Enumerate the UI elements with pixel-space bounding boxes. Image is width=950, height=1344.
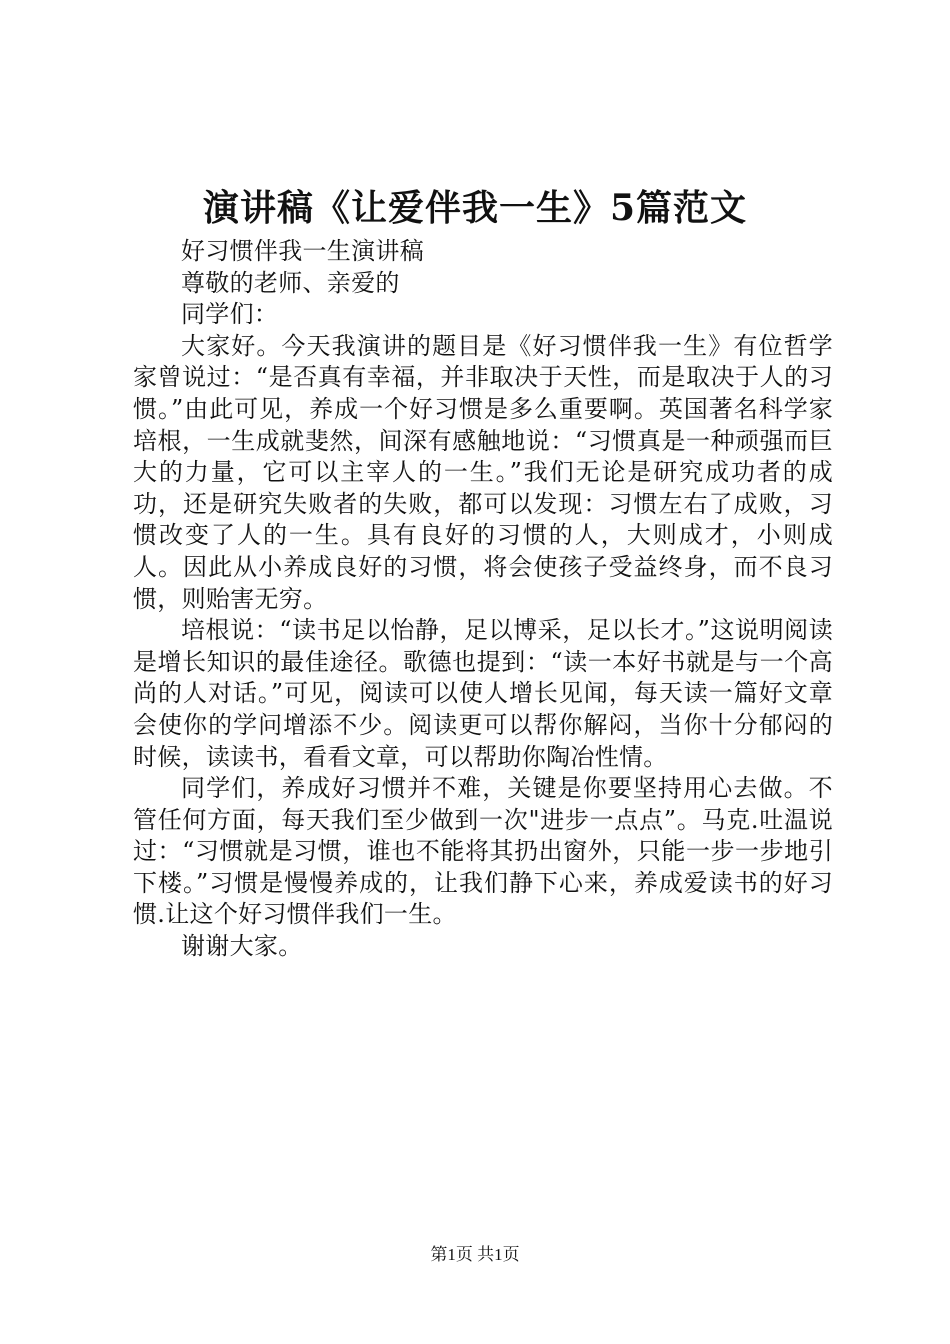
paragraph-reading: 培根说：“读书足以怡静，足以博采，足以长才。”这说明阅读是增长知识的最佳途径。歌德也提到：“读一本好书就是与一个高尚的人对话。”可见，阅读可以使人增长见闻，每天读一篇好文章会使你的学问增添不少。阅读更可以帮你解闷，当你十分郁闷的时候，读读书，看看文章，可以帮助你陶冶性情。 — [133, 616, 833, 771]
paragraph-addressee: 同学们： — [181, 300, 279, 329]
document-body — [133, 236, 833, 963]
paragraph-thanks: 谢谢大家。 — [181, 932, 303, 961]
document-title: 演讲稿《让爱伴我一生》5篇范文 — [202, 187, 748, 229]
paragraph-intro: 大家好。今天我演讲的题目是《好习惯伴我一生》有位哲学家曾说过：“是否真有幸福，并非取决于天性，而是取决于人的习惯。”由此可见，养成一个好习惯是多么重要啊。英国著名科学家培根，一生成就斐然，间深有感触地说：“习惯真是一种顽强而巨大的力量，它可以主宰人的一生。”我们无论是研究成功者的成功，还是研究失败者的失败，都可以发现：习惯左右了成败，习惯改变了人的一生。具有良好的习惯的人，大则成才，小则成人。因此从小养成良好的习惯，将会使孩子受益终身，而不良习惯，则贻害无穷。 — [133, 331, 833, 613]
paragraph-salutation: 尊敬的老师、亲爱的 — [181, 268, 400, 297]
paragraph-heading: 好习惯伴我一生演讲稿 — [181, 237, 424, 265]
page-number-footer: 第1页 共1页 — [430, 1245, 520, 1264]
paragraph-conclusion: 同学们，养成好习惯并不难，关键是你要坚持用心去做。不管任何方面，每天我们至少做到一次"进步一点点”。马克.吐温说过：“习惯就是习惯，谁也不能将其扔出窗外，只能一步一步地引下楼。”习惯是慢慢养成的，让我们静下心来，养成爱读书的好习惯.让这个好习惯伴我们一生。 — [133, 774, 833, 929]
